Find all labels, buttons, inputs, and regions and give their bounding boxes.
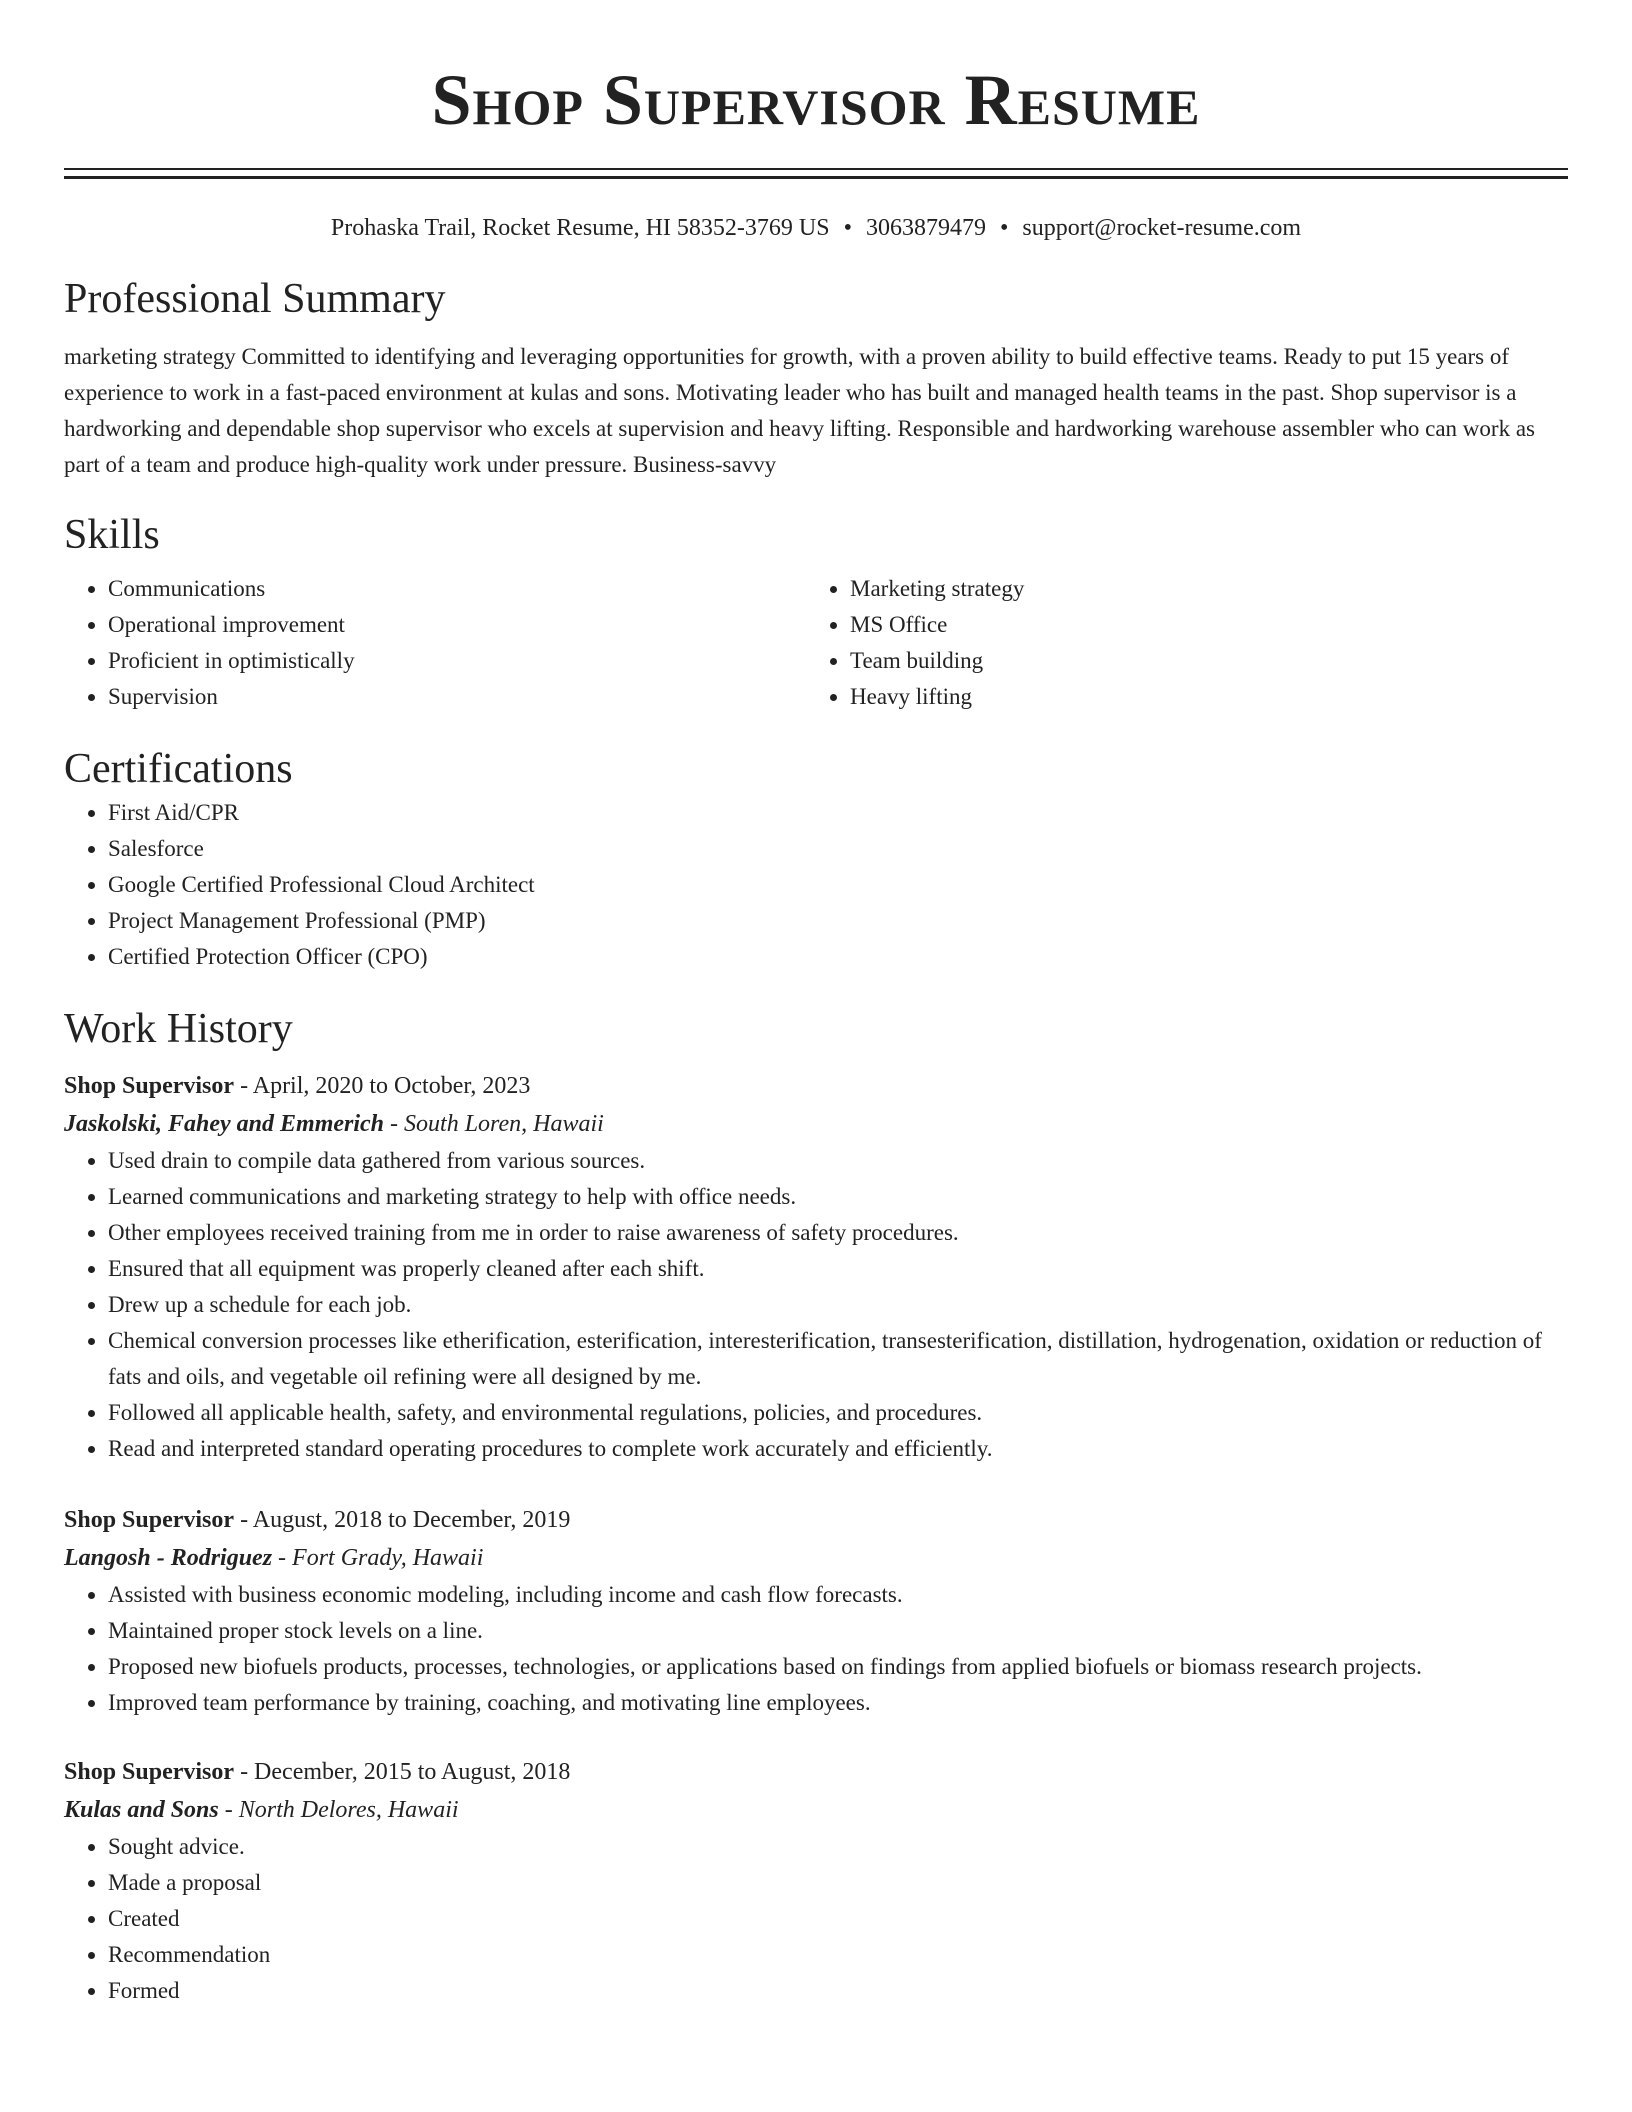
job-duty-item: • Ensured that all equipment was properly cleaned after each shift. [108,1251,1568,1287]
job-company-line [64,1791,1568,1829]
skill-item: • MS Office [850,607,1548,643]
certification-item: • Project Management Professional (PMP) [108,903,1568,939]
job-location: - North Delores, Hawaii [218,1797,459,1823]
job-dates: - April, 2020 to October, 2023 [234,1073,531,1099]
certification-item: • Google Certified Professional Cloud Architect [108,867,1568,903]
skill-item: • Communications [108,571,806,607]
job-duties-list [64,1143,1568,1467]
job-location: - Fort Grady, Hawaii [272,1545,484,1571]
job-duty-item: • Created [108,1901,1568,1937]
skills-grid [64,571,1568,715]
skills-list-left [64,571,806,715]
job-duty-item: • Other employees received training from me in order to raise awareness of safety procedures. [108,1215,1568,1251]
work-history-heading: Work History [64,1006,293,1052]
job-duty-item: • Made a proposal [108,1865,1568,1901]
summary-heading: Professional Summary [64,276,446,322]
job-company-line [64,1105,1568,1143]
job-duty-item: • Recommendation [108,1937,1568,1973]
job-duty-item: • Assisted with business economic modeling, including income and cash flow forecasts. [108,1577,1568,1613]
skill-item: • Operational improvement [108,607,806,643]
certification-item: • Certified Protection Officer (CPO) [108,939,1568,975]
job-duty-item: • Sought advice. [108,1829,1568,1865]
contact-separator: • [999,215,1009,241]
contact-email: support@rocket-resume.com [1022,215,1302,241]
job-duty-item: • Followed all applicable health, safety, and environmental regulations, policies, and procedures. [108,1395,1568,1431]
job-entry [64,1501,1568,1721]
job-duty-item: • Formed [108,1973,1568,2009]
job-duty-item: • Used drain to compile data gathered from various sources. [108,1143,1568,1179]
job-duty-item: • Chemical conversion processes like etherification, esterification, interesterification, transesterification, distillation, hydrogenation, oxidation or reduction of fats and oils, and vegetable oil refining were all designed by me. [108,1323,1568,1395]
job-dates: - August, 2018 to December, 2019 [234,1507,571,1533]
resume-title: Shop Supervisor Resume [431,60,1201,140]
job-entry [64,1067,1568,1467]
job-duty-item: • Improved team performance by training, coaching, and motivating line employees. [108,1685,1568,1721]
job-duty-item: • Maintained proper stock levels on a line. [108,1613,1568,1649]
skill-item: • Supervision [108,679,806,715]
skill-item: • Proficient in optimistically [108,643,806,679]
job-header [64,1753,1568,1791]
job-role: Shop Supervisor [64,1507,235,1533]
job-header [64,1067,1568,1105]
certification-item: • First Aid/CPR [108,795,1568,831]
job-location: - South Loren, Hawaii [384,1111,604,1137]
skill-item: • Heavy lifting [850,679,1548,715]
title-divider [64,168,1568,179]
job-duties-list [64,1577,1568,1721]
resume-page [64,0,1568,2009]
job-role: Shop Supervisor [64,1759,235,1785]
certification-item: • Salesforce [108,831,1568,867]
job-header [64,1501,1568,1539]
skills-heading: Skills [64,512,160,558]
certifications-heading: Certifications [64,746,293,792]
skills-column-left [64,571,806,715]
job-company: Jaskolski, Fahey and Emmerich [64,1111,385,1137]
job-dates: - December, 2015 to August, 2018 [234,1759,571,1785]
job-company: Langosh - Rodriguez [64,1545,273,1571]
contact-line [64,213,1568,243]
job-company: Kulas and Sons [64,1797,219,1823]
certifications-list [64,795,1568,975]
contact-separator: • [843,215,852,241]
job-role: Shop Supervisor [64,1073,235,1099]
job-duty-item: • Learned communications and marketing strategy to help with office needs. [108,1179,1568,1215]
job-entry [64,1753,1568,2009]
contact-phone: 3063879479 [865,215,986,241]
job-duty-item: • Drew up a schedule for each job. [108,1287,1568,1323]
job-duties-list [64,1829,1568,2009]
skills-column-right [806,571,1548,715]
skill-item: • Team building [850,643,1548,679]
skill-item: • Marketing strategy [850,571,1548,607]
summary-text: marketing strategy Committed to identifying and leveraging opportunities for growth, with a proven ability to build effective teams. Ready to put 15 years of experience to work in a fast-paced environment at kulas and sons. Motivating leader who has built and managed health teams in the past. Shop supervisor is a hardworking and dependable shop supervisor who excels at supervision and heavy lifting. Responsible and hardworking warehouse assembler who can work as part of a team and produce high-quality work under pressure. Business-savvy [64,344,1535,477]
job-duty-item: • Read and interpreted standard operating procedures to complete work accurately and efficiently. [108,1431,1568,1467]
job-duty-item: • Proposed new biofuels products, processes, technologies, or applications based on findings from applied biofuels or biomass research projects. [108,1649,1568,1685]
contact-address: Prohaska Trail, Rocket Resume, HI 58352-3769 US [330,215,830,241]
job-company-line [64,1539,1568,1577]
skills-list-right [806,571,1548,715]
